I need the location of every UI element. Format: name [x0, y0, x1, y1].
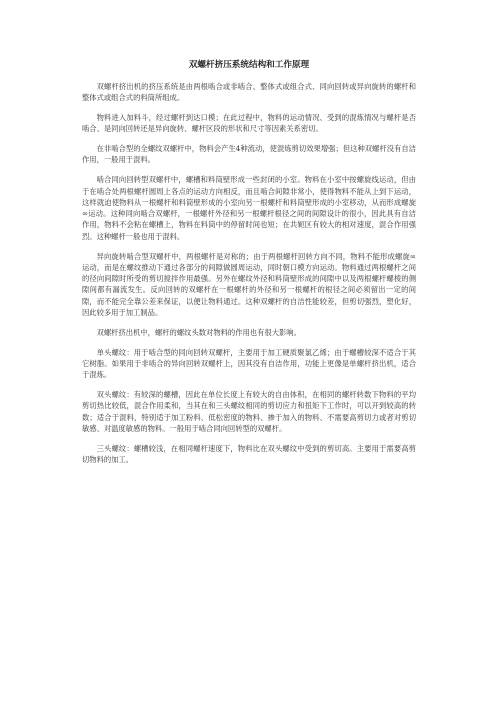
paragraph-material-flow: 物料进入加料斗，经过螺杆到达口模；在此过程中，物料的运动情况、受到的混炼情况与螺杆是否啮合、是同向回转还是异向旋转、螺杆区段的形状和尺寸等因素关系密切。 [82, 113, 416, 134]
paragraph-thread-count: 双螺杆挤出机中，螺杆的螺纹头数对物料的作用也有很大影响。 [96, 327, 301, 337]
document-title: 双螺杆挤压系统结构和工作原理 [188, 60, 310, 70]
paragraph-single-thread: 单头螺纹：用于啮合型的同向回转双螺杆，主要用于加工硬质聚氯乙烯；由于螺槽较深不适合于其它树脂。如果用于非啮合的异向回转双螺杆上，因其没有自洁作用，功能上更像是单螺杆挤出机，适合于混炼。 [82, 347, 416, 380]
document-body [82, 59, 416, 474]
paragraph-intro: 双螺杆挤出机的挤压系统是由两根啮合或非啮合、整体式或组合式、同向回转或异向旋转的螺杆和整体式或组合式的料筒所组成。 [82, 82, 416, 103]
paragraph-non-intermeshing: 在非啮合型的全螺纹双螺杆中，物料会产生4种流动，使混炼剪切效果增强；但这种双螺杆没有自洁作用，一般用于混料。 [82, 144, 416, 165]
paragraph-double-thread: 双头螺纹：有较深的螺槽，因此在单位长度上有较大的自由体积，在相同的螺杆转数下物料的平均剪切热比较低，混合作用柔和，当其在和三头螺纹相同的剪切应力和扭矩下工作时，可以开到较高的转数；适合于混料，特别适于加工粉料、低松密度的物料、掺于加入的物料、不需要高剪切力或者对剪切敏感、对温度敏感的物料。一般用于啮合同向回转型的双螺杆。 [82, 390, 416, 433]
paragraph-co-rotating: 啮合同向回转型双螺杆中，螺槽和料筒壁形成一些封闭的小室。物料在小室中按螺旋线运动，但由于在啮合处两根螺杆圆周上各点的运动方向相反，而且啮合间隙非常小，使得物料不能从上到下运动，这样就迫使物料从一根螺杆和料筒壁形成的小室向另一根螺杆和料筒壁形成的小室移动，从而形成螺旋∞运动。这种同向啮合双螺杆，一根螺杆外径和另一根螺杆根径之间的间隙设计的很小，因此具有自洁作用，物料不会粘在螺槽上，物料在料筒中的停留时间也短；在共轭区有较大的相对速度，混合作用强烈。这种螺杆一般也用于混料。 [82, 175, 416, 241]
paragraph-triple-thread: 三头螺纹：螺槽较浅，在相同螺杆速度下，物料比在双头螺纹中受到的剪切高。主要用于需要高剪切物料的加工。 [82, 443, 416, 465]
paragraph-counter-rotating: 异向旋转啮合型双螺杆中，两根螺杆是对称的；由于两根螺杆回转方向不同，物料不能形成螺旋∞运动，而是在螺纹推动下通过各部分的间隙做圆周运动，同时朝口模方向运动。物料通过两根螺杆之间的径向间隙时所受的剪切搅拌作用最强。另外在螺纹外径和料筒壁形成的间隙中以及两根螺杆螺棱的侧隙间都有漏流发生。反向回转的双螺杆在一根螺杆的外径和另一根螺杆的根径之间必须留出一定的间隙，而不能完全靠公差来保证，以便让物料通过。这种双螺杆的自洁性能较差，但剪切强烈，塑化好，因此较多用于加工制品。 [82, 251, 416, 318]
